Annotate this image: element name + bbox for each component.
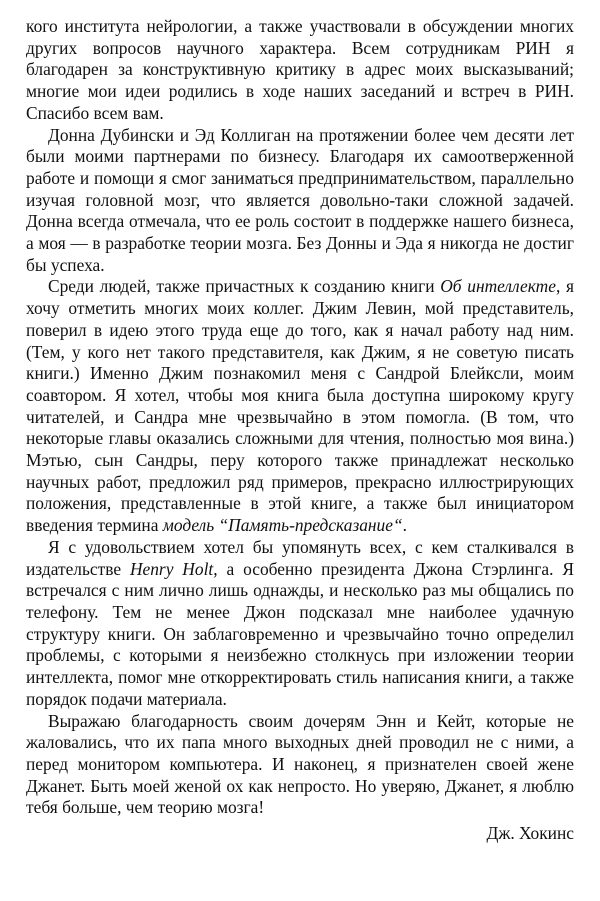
paragraph-5-text: Выражаю благодарность своим дочерям Энн и Кейт, которые не жаловались, что их папа много выходных дней проводил не с ними, а перед монитором компьютера. И наконец, я признателен своей жене Джанет. Быть моей женой ох как непросто. Но уверяю, Джанет, я люблю тебя больше, чем теорию мозга! — [26, 710, 574, 818]
paragraph-3-text-c: . — [402, 515, 407, 536]
paragraph-3-text-a: Среди людей, также причастных к созданию книги — [48, 276, 441, 297]
paragraph-1 — [26, 16, 574, 125]
author-signature: Дж. Хокинс — [486, 823, 574, 844]
paragraph-3 — [26, 276, 574, 536]
paragraph-2 — [26, 125, 574, 277]
term-memory-prediction-model: модель “Память-предсказание“ — [162, 515, 403, 536]
paragraph-4-text-a: Я с удовольствием хотел бы упомянуть всех, с кем сталкивался в издательстве — [26, 536, 574, 579]
paragraph-4-text-b: , а особенно президента Джона Стэрлинга. Я встречался с ним лично лишь однажды, и несколько раз мы общались по телефону. Тем не менее Джон подсказал мне наиболее удачную структуру книги. Он заблаговременно и чрезвычайно точно определил проблемы, с которыми я неизбежно столкнусь при изложении теории интеллекта, помог мне откорректировать стиль написания книги, а также порядок подачи материала. — [26, 558, 574, 709]
paragraph-1-text: кого института нейрологии, а также участвовали в обсуждении многих других вопросов научного характера. Всем сотрудникам РИН я благодарен за конструктивную критику в адрес моих высказываний; многие мои идеи родились в ходе наших заседаний и встреч в РИН. Спасибо всем вам. — [26, 16, 574, 123]
paragraph-3-text-b: , я хочу отметить многих моих коллег. Джим Левин, мой представитель, поверил в идею этого труда еще до того, как я начал работу над ним. (Тем, у кого нет такого представителя, как Джим, я не советую писать книги.) Именно Джим познакомил меня с Сандрой Блейксли, моим соавтором. Я хотел, чтобы моя книга была доступна широкому кругу читателей, и Сандра мне чрезвычайно в этом помогла. (В том, что некоторые главы оказались сложными для чтения, полностью моя вина.) Мэтью, сын Сандры, перу которого также принадлежат несколько научных работ, предложил ряд примеров, прекрасно иллюстрирующих положения, представленные в этой книге, а также был инициатором введения термина — [26, 276, 574, 536]
paragraph-5 — [26, 711, 574, 820]
publisher-name: Henry Holt — [129, 558, 214, 579]
paragraph-2-text: Донна Дубински и Эд Коллиган на протяжении более чем десяти лет были моими партнерами по бизнесу. Благодаря их самоотверженной работе и помощи я смог заниматься предпринимательством, параллельно изучая головной мозг, что является довольно-таки сложной задачей. Донна всегда отмечала, что ее роль состоит в поддержке нашего бизнеса, а моя — в разработке теории мозга. Без Донны и Эда я никогда не достиг бы успеха. — [26, 124, 574, 275]
page-text — [26, 16, 574, 845]
paragraph-4 — [26, 537, 574, 711]
book-title: Об интеллекте — [440, 276, 556, 297]
